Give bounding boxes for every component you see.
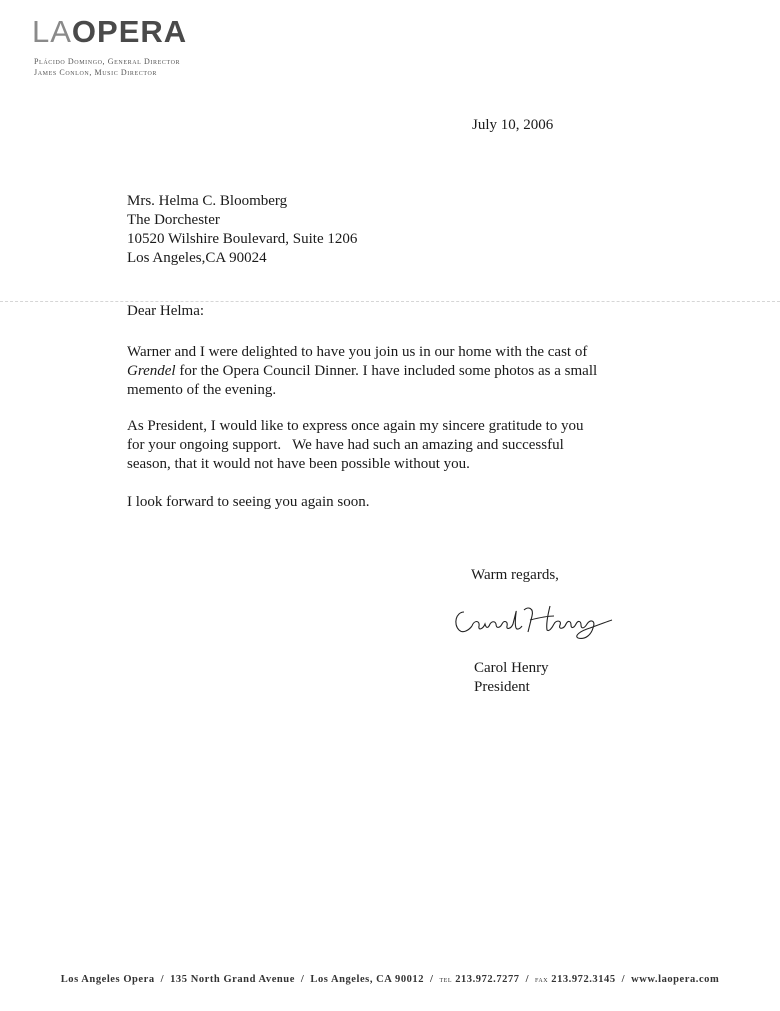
footer-tel: 213.972.7277 xyxy=(455,974,520,985)
letterhead-footer xyxy=(0,974,780,985)
signer-title: President xyxy=(474,679,530,695)
signer-name: Carol Henry xyxy=(474,660,549,676)
paragraph-2 xyxy=(127,417,584,474)
recipient-building: The Dorchester xyxy=(127,212,220,228)
salutation: Dear Helma: xyxy=(127,303,205,319)
recipient-city: Los Angeles,CA 90024 xyxy=(127,250,267,266)
signer-block xyxy=(474,659,549,697)
closing: Warm regards, xyxy=(471,567,559,583)
footer-separator: / xyxy=(525,974,530,985)
footer-separator: / xyxy=(621,974,626,985)
paragraph-2-line-3: season, that it would not have been possible without you. xyxy=(127,456,470,472)
la-opera-logo xyxy=(32,14,187,50)
logo-la: LA xyxy=(32,14,72,49)
logo-opera: OPERA xyxy=(71,14,188,49)
paragraph-3: I look forward to seeing you again soon. xyxy=(127,494,370,510)
paragraph-1-line-3: memento of the evening. xyxy=(127,382,277,398)
recipient-address xyxy=(127,192,357,268)
paragraph-2-line-2: for your ongoing support. We have had such an amazing and successful xyxy=(127,437,564,453)
footer-separator: / xyxy=(300,974,305,985)
general-director: Plácido Domingo, General Director xyxy=(34,57,181,66)
handwritten-signature xyxy=(450,602,615,642)
footer-fax: 213.972.3145 xyxy=(551,974,616,985)
paragraph-2-line-1: As President, I would like to express once again my sincere gratitude to you xyxy=(127,418,584,434)
recipient-name: Mrs. Helma C. Bloomberg xyxy=(127,193,288,209)
footer-fax-label: fax xyxy=(535,975,549,984)
footer-separator: / xyxy=(160,974,165,985)
letter-date: July 10, 2006 xyxy=(472,117,554,133)
footer-separator: / xyxy=(430,974,434,985)
paragraph-1-line-1: Warner and I were delighted to have you join us in our home with the cast of xyxy=(127,344,588,360)
footer-website: www.laopera.com xyxy=(631,974,720,985)
footer-city: Los Angeles, CA 90012 xyxy=(310,974,425,985)
footer-org: Los Angeles Opera xyxy=(60,974,155,985)
recipient-street: 10520 Wilshire Boulevard, Suite 1206 xyxy=(127,231,358,247)
music-director: James Conlon, Music Director xyxy=(34,68,158,77)
paragraph-1-line-2-rest: for the Opera Council Dinner. I have included some photos as a small xyxy=(175,363,598,379)
opera-title: Grendel xyxy=(127,363,176,379)
footer-street: 135 North Grand Avenue xyxy=(170,974,295,985)
footer-tel-label: tel xyxy=(439,975,453,984)
paragraph-1-line-2 xyxy=(127,362,597,381)
letterhead-directors xyxy=(34,56,180,78)
fold-line xyxy=(0,301,780,302)
paragraph-1 xyxy=(127,343,597,400)
